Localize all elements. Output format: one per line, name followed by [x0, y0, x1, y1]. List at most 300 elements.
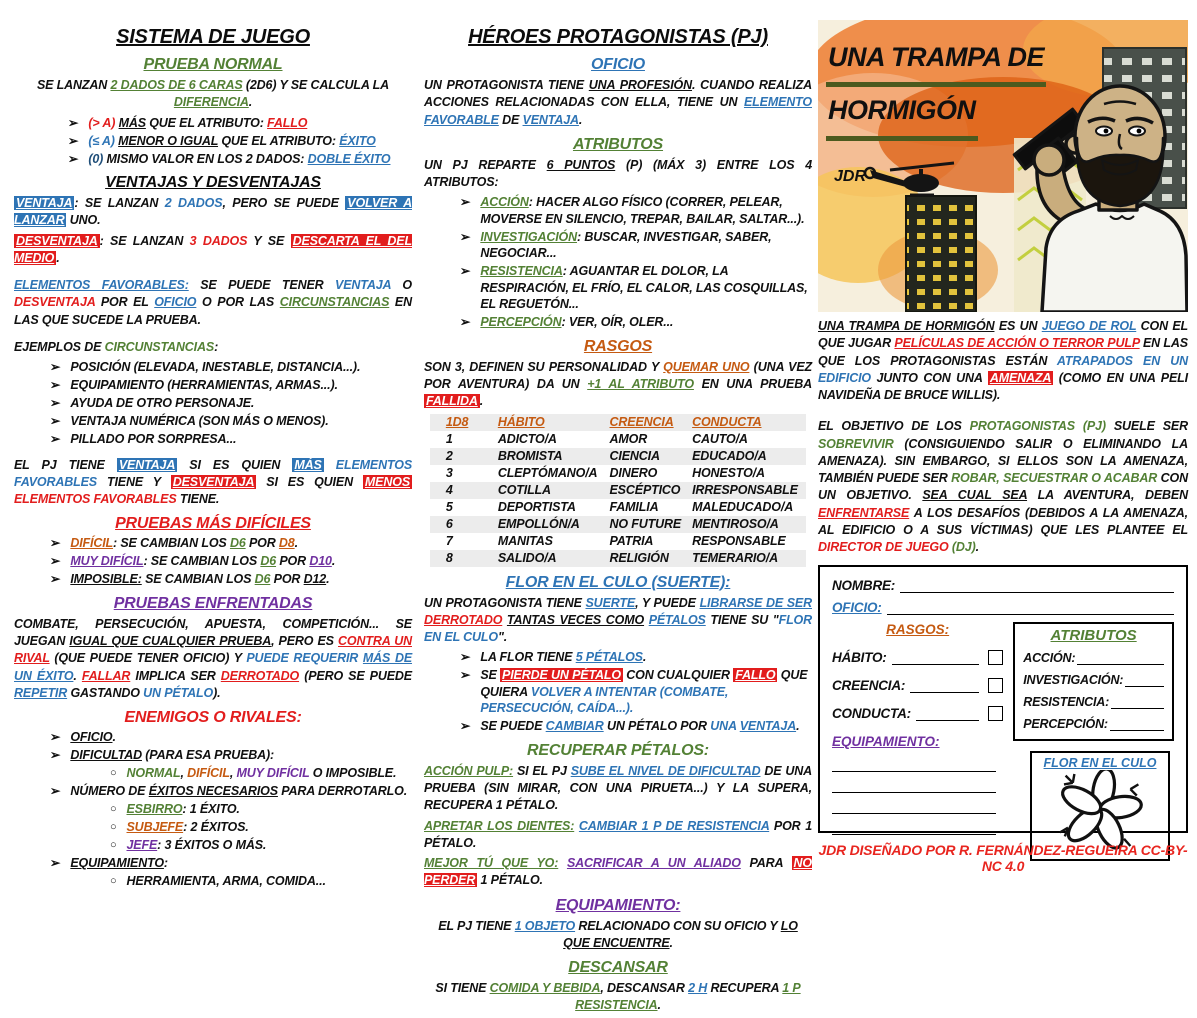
- text-segment: POSICIÓN (ELEVADA, INESTABLE, DISTANCIA...).: [70, 360, 361, 374]
- paragraph: [424, 77, 812, 129]
- text-segment: AMENAZA: [989, 370, 1052, 385]
- text-segment: RESISTENCIA: [480, 264, 563, 279]
- bullet-list-circunstancias: [14, 359, 412, 448]
- heading-recuperar-petalos: RECUPERAR PÉTALOS:: [527, 741, 709, 759]
- section-title-heroes: HÉROES PROTAGONISTAS (PJ): [468, 26, 768, 48]
- creencia-checkbox: [988, 678, 1003, 693]
- text-segment: FALLIDA: [426, 394, 478, 409]
- text-segment: :: [163, 856, 168, 870]
- text-segment: D8: [278, 536, 295, 551]
- text-segment: IMPOSIBLE:: [70, 572, 142, 587]
- text-segment: , DESCANSAR: [600, 981, 689, 995]
- text-segment: UN PÉTALO POR: [603, 719, 711, 734]
- game-title-line1: UNA TRAMPA DE: [826, 34, 1046, 87]
- column-heroes-protagonistas: [424, 26, 812, 1018]
- text-segment: (UNA VEZ POR AVENTURA) DA UN: [424, 359, 812, 391]
- table-cell: CIENCIA: [609, 449, 660, 463]
- text-segment: DIRECTOR DE JUEGO: [818, 540, 949, 554]
- text-segment: NO PERDER: [424, 856, 812, 888]
- section-title-sistema: SISTEMA DE JUEGO: [116, 26, 310, 48]
- text-segment: 1 PÉTALO.: [477, 873, 543, 888]
- text-segment: JUNTO CON UNA: [870, 370, 988, 385]
- heading-prueba-normal: PRUEBA NORMAL: [143, 56, 283, 73]
- heading-rasgos: RASGOS: [583, 337, 653, 355]
- text-segment: VENTAJA: [522, 112, 579, 127]
- text-segment: 1 P RESISTENCIA: [575, 981, 801, 1013]
- heading-pruebas-dificiles: PRUEBAS MÁS DIFÍCILES: [115, 515, 311, 533]
- list-item: [50, 377, 412, 394]
- list-item: [110, 873, 412, 890]
- text-segment: ROBAR, SECUESTRAR O ACABAR: [951, 471, 1158, 485]
- text-segment: (PERO SE PUEDE: [299, 668, 412, 683]
- column-header: CONDUCTA: [692, 415, 762, 429]
- sheet-right-column: [1013, 622, 1174, 861]
- text-segment: .: [248, 95, 253, 110]
- table-cell: CAUTO/A: [692, 432, 748, 446]
- heading-atributos: ATRIBUTOS: [572, 135, 664, 153]
- text-segment: ELEMENTOS FAVORABLES: [14, 492, 177, 506]
- text-segment: RECUPERA: [707, 981, 783, 995]
- text-segment: EL PJ TIENE: [438, 918, 515, 933]
- text-segment: UN PÉTALO: [143, 685, 214, 700]
- heading-enemigos: ENEMIGOS O RIVALES:: [124, 709, 302, 726]
- text-segment: .: [642, 650, 647, 665]
- circle-bullet-icon: ○: [110, 875, 117, 887]
- bullet-list-atributos: [424, 194, 812, 331]
- text-segment: .: [669, 935, 673, 950]
- text-segment: [558, 856, 567, 870]
- text-segment: QUE EL ATRIBUTO:: [218, 133, 340, 148]
- list-item: [68, 133, 412, 150]
- paragraph: [424, 918, 812, 953]
- list-item: [50, 431, 412, 448]
- list-item: [460, 314, 812, 331]
- text-segment: POR: [276, 554, 310, 569]
- nombre-label: NOMBRE:: [832, 578, 896, 594]
- text-segment: MÁS: [294, 457, 322, 472]
- table-row: [430, 465, 806, 482]
- table-cell: NO FUTURE: [609, 517, 682, 531]
- text-segment: ES UN: [994, 319, 1042, 333]
- text-segment: ACCIÓN PULP:: [424, 763, 514, 778]
- list-item: [460, 263, 812, 313]
- flor-label: FLOR EN EL CULO: [1043, 756, 1157, 771]
- heading-flor-en-el-culo: FLOR EN EL CULO (SUERTE):: [505, 573, 731, 591]
- text-segment: VENTAJA: [739, 719, 797, 734]
- percepcion-write-line: [1110, 720, 1164, 731]
- list-item: [50, 553, 412, 570]
- habito-label: HÁBITO:: [832, 650, 887, 666]
- table-cell: HONESTO/A: [692, 466, 765, 480]
- list-item: [110, 765, 412, 782]
- heading-equipamiento: EQUIPAMIENTO:: [555, 896, 681, 914]
- arrow-bullet-icon: ➢: [50, 432, 61, 446]
- text-segment: UNA TRAMPA DE HORMIGÓN: [818, 319, 995, 333]
- text-segment: CON EL QUE JUGAR: [818, 319, 1188, 351]
- text-segment: (PARA ESA PRUEBA):: [141, 748, 275, 762]
- text-segment: JUEGO DE ROL: [1041, 319, 1137, 333]
- arrow-bullet-icon: ➢: [50, 396, 61, 410]
- paragraph: [14, 339, 412, 356]
- text-segment: SI TIENE: [435, 981, 490, 995]
- percepcion-label: PERCEPCIÓN:: [1023, 717, 1108, 732]
- arrow-bullet-icon: ➢: [50, 360, 61, 374]
- text-segment: DE: [498, 112, 523, 127]
- text-segment: SACRIFICAR A UN ALIADO: [566, 856, 741, 870]
- text-segment: EL PJ TIENE: [14, 457, 117, 472]
- text-segment: 6 PUNTOS: [546, 157, 616, 172]
- text-segment: (2D6) Y SE CALCULA LA: [242, 78, 390, 92]
- arrow-bullet-icon: ➢: [50, 414, 61, 428]
- arrow-bullet-icon: ➢: [68, 115, 79, 130]
- text-segment: : 1 ÉXITO.: [182, 802, 240, 816]
- text-segment: . CUANDO REALIZA ACCIONES RELACIONADAS CON ELLA, TIENE UN: [424, 78, 812, 110]
- circle-bullet-icon: ○: [110, 803, 117, 815]
- text-segment: PARA: [740, 856, 792, 870]
- text-segment: UN PROTAGONISTA TIENE: [424, 78, 589, 92]
- text-segment: [324, 458, 336, 472]
- text-segment: PELÍCULAS DE ACCIÓN O TERROR PULP: [894, 336, 1140, 351]
- text-segment: (P) (MÁX 3) ENTRE LOS 4 ATRIBUTOS:: [424, 157, 812, 189]
- habito-row: [832, 650, 1003, 665]
- arrow-bullet-icon: ➢: [50, 554, 61, 569]
- text-segment: OFICIO: [70, 730, 113, 744]
- text-segment: VOLVER A LANZAR: [14, 196, 412, 228]
- paragraph: [424, 855, 812, 890]
- text-segment: CAMBIAR: [545, 719, 604, 734]
- text-segment: UNA: [710, 719, 740, 734]
- text-segment: DE UNA PRUEBA (SIN MIRAR, CON UNA PIRUETA...) Y LA SUPERA, RECUPERA 1 PÉTALO.: [424, 763, 812, 813]
- text-segment: CON CUALQUIER: [622, 668, 734, 683]
- bullet-list-prueba-normal: [14, 115, 412, 168]
- text-segment: : 2 ÉXITOS.: [183, 820, 249, 834]
- text-segment: DESVENTAJA: [14, 295, 96, 310]
- list-item: [50, 571, 412, 588]
- list-item: [460, 649, 812, 666]
- arrow-bullet-icon: ➢: [50, 572, 61, 587]
- habito-write-line: [892, 653, 980, 665]
- text-segment: DIFÍCIL: [187, 766, 230, 780]
- cover-art: [818, 20, 1188, 312]
- text-segment: EJEMPLOS DE: [14, 339, 105, 354]
- text-segment: DIFERENCIA: [173, 95, 249, 110]
- text-segment: .: [331, 554, 336, 569]
- text-segment: SUERTE: [585, 595, 636, 610]
- sheet-left-column: [832, 622, 1013, 861]
- text-segment: LIBRARSE DE SER: [699, 595, 812, 610]
- table-cell: SALIDO/A: [497, 551, 557, 565]
- text-segment: SUBE EL NIVEL DE DIFICULTAD: [570, 763, 761, 778]
- creencia-row: [832, 678, 1003, 693]
- table-cell: IRRESPONSABLE: [692, 483, 798, 497]
- table-cell: 4: [445, 483, 453, 497]
- text-segment: A LOS DESAFÍOS (DEBIDOS A LA AMENAZA, AL EDIFICIO O A SUS VÍCTIMAS) QUE LES PLANTEE EL: [818, 505, 1188, 537]
- bullet-list-flor: [424, 649, 812, 735]
- arrow-bullet-icon: ➢: [50, 378, 61, 392]
- creencia-write-line: [910, 681, 979, 693]
- table-cell: 5: [445, 500, 453, 514]
- text-segment: FALLO: [267, 115, 308, 130]
- text-segment: PILLADO POR SORPRESA...: [70, 432, 237, 446]
- list-item: [460, 229, 812, 262]
- table-cell: CLEPTÓMANO/A: [497, 466, 598, 480]
- list-item: [50, 783, 412, 800]
- text-segment: .: [796, 719, 800, 734]
- text-segment: 1 OBJETO: [514, 918, 576, 933]
- text-segment: UNA PROFESIÓN: [588, 78, 693, 92]
- text-segment: DESVENTAJA: [172, 474, 255, 489]
- list-item: [110, 801, 412, 818]
- arrow-bullet-icon: ➢: [50, 536, 61, 551]
- text-segment: MUY DIFÍCIL: [70, 554, 144, 569]
- text-segment: , PERO ES: [271, 634, 338, 648]
- arrow-bullet-icon: ➢: [68, 133, 79, 148]
- paragraph: [424, 595, 812, 647]
- table-cell: FAMILIA: [609, 500, 659, 514]
- text-segment: : 3 ÉXITOS O MÁS.: [157, 838, 267, 852]
- arrow-bullet-icon: ➢: [50, 748, 61, 762]
- resistencia-row: [1023, 695, 1164, 709]
- table-row: [430, 516, 806, 533]
- text-segment: :: [214, 339, 219, 354]
- text-segment: (≤ A): [88, 133, 119, 148]
- text-segment: : SE LANZAN: [99, 233, 190, 248]
- investigacion-label: INVESTIGACIÓN:: [1023, 673, 1124, 688]
- text-segment: EQUIPAMIENTO (HERRAMIENTAS, ARMAS...).: [70, 378, 338, 392]
- text-segment: CON UN OBJETIVO.: [818, 471, 1189, 503]
- heading-ventajas: VENTAJAS Y DESVENTAJAS: [105, 174, 321, 191]
- list-item: [50, 535, 412, 552]
- rasgos-label: RASGOS:: [886, 622, 950, 638]
- text-segment: MENOS: [364, 474, 411, 489]
- text-segment: FALLO: [735, 668, 776, 683]
- table-row: [430, 499, 806, 516]
- jdr-tag: JDR: [834, 168, 867, 185]
- list-item: [110, 837, 412, 854]
- text-segment: MENOR O IGUAL: [118, 133, 219, 148]
- text-segment: (> A): [88, 115, 119, 130]
- text-segment: MISMO VALOR EN LOS 2 DADOS:: [106, 151, 308, 166]
- text-segment: MÁS DE UN ÉXITO: [14, 651, 413, 683]
- text-segment: RELACIONADO CON SU OFICIO Y: [575, 918, 781, 933]
- oficio-label: OFICIO:: [832, 600, 882, 616]
- text-segment: 2 H: [688, 981, 708, 995]
- text-segment: SUELE SER: [1105, 419, 1188, 434]
- column-header: 1D8: [445, 415, 469, 429]
- arrow-bullet-icon: ➢: [50, 730, 61, 744]
- habito-checkbox: [988, 650, 1003, 665]
- credits-footer: JDR DISEÑADO POR R. FERNÁNDEZ-REGUEIRA CC-BY-NC 4.0: [818, 842, 1188, 875]
- text-segment: PÉTALOS: [648, 612, 706, 627]
- text-segment: TANTAS VECES COMO: [506, 612, 645, 627]
- table-cell: ADICTO/A: [497, 432, 557, 446]
- table-cell: 2: [445, 449, 453, 463]
- intro-paragraph-2: [818, 418, 1188, 556]
- text-segment: EN UNA PRUEBA: [693, 377, 813, 391]
- text-segment: NÚMERO DE: [70, 784, 149, 798]
- table-cell: EDUCADO/A: [692, 449, 767, 463]
- text-segment: SE PUEDE TENER: [188, 278, 336, 292]
- circle-bullet-icon: ○: [110, 767, 117, 779]
- table-cell: TEMERARIO/A: [692, 551, 778, 565]
- conducta-write-line: [916, 709, 979, 721]
- circle-bullet-icon: ○: [110, 839, 117, 851]
- text-segment: AYUDA DE OTRO PERSONAJE.: [70, 396, 255, 410]
- percepcion-row: [1023, 717, 1164, 731]
- text-segment: SI ES QUIEN: [256, 474, 363, 489]
- bullet-list-dificiles: [14, 535, 412, 588]
- text-segment: IMPLICA SER: [130, 668, 221, 683]
- text-segment: 2 DADOS: [164, 196, 223, 210]
- text-segment: PARA DERROTARLO.: [277, 784, 408, 798]
- text-segment: DIFICULTAD: [70, 748, 142, 762]
- game-title: [826, 34, 1046, 141]
- text-segment: VENTAJA NUMÉRICA (SON MÁS O MENOS).: [70, 414, 329, 428]
- text-segment: SI ES QUIEN: [177, 457, 293, 472]
- arrow-bullet-icon: ➢: [460, 650, 471, 665]
- text-segment: (0): [88, 151, 107, 166]
- circle-bullet-icon: ○: [110, 821, 117, 833]
- list-item: [50, 413, 412, 430]
- paragraph: [424, 359, 812, 411]
- table-cell: AMOR: [609, 432, 648, 446]
- text-segment: SE: [480, 668, 501, 683]
- table-row: [430, 448, 806, 465]
- list-item: [50, 359, 412, 376]
- text-segment: LO QUE ENCUENTRE: [563, 918, 798, 950]
- list-item: [460, 718, 812, 735]
- text-segment: UN PROTAGONISTA TIENE: [424, 595, 586, 610]
- table-row: [430, 533, 806, 550]
- table-cell: MENTIROSO/A: [692, 517, 779, 531]
- text-segment: DIFÍCIL: [70, 536, 114, 551]
- text-segment: SE CAMBIAN LOS: [141, 572, 255, 587]
- text-segment: APRETAR LOS DIENTES:: [424, 818, 575, 833]
- text-segment: PERCEPCIÓN: [480, 315, 562, 330]
- text-segment: : HACER ALGO FÍSICO (CORRER, PELEAR, MOVERSE EN SILENCIO, TREPAR, BAILAR, SALTAR...).: [480, 195, 805, 226]
- conducta-checkbox: [988, 706, 1003, 721]
- text-segment: D12: [303, 572, 327, 587]
- text-segment: TIENE SU ": [705, 612, 779, 627]
- resistencia-write-line: [1111, 698, 1164, 709]
- table-cell: COTILLA: [497, 483, 551, 497]
- text-segment: CIRCUNSTANCIAS: [104, 339, 215, 354]
- list-item: [50, 747, 412, 764]
- creencia-label: CREENCIA:: [832, 678, 906, 694]
- text-segment: ACCIÓN: [480, 195, 529, 210]
- table-row: [430, 482, 806, 499]
- list-item: [50, 855, 412, 872]
- conducta-row: [832, 706, 1003, 721]
- text-segment: MUY DIFÍCIL: [236, 766, 310, 780]
- text-segment: SI EL PJ: [513, 763, 571, 778]
- paragraph: [14, 616, 412, 702]
- text-segment: (QUE PUEDE TENER OFICIO) Y: [49, 651, 247, 666]
- text-segment: EN LAS QUE SUCEDE LA PRUEBA.: [14, 295, 412, 327]
- text-segment: SE LANZAN: [36, 78, 111, 92]
- text-segment: O POR LAS: [196, 295, 280, 310]
- text-segment: FLOR EN EL CULO: [424, 612, 812, 644]
- accion-write-line: [1077, 654, 1164, 665]
- write-line: [832, 814, 996, 835]
- text-segment: COMBATE, PERSECUCIÓN, APUESTA, COMPETICIÓN... SE JUEGAN: [14, 616, 412, 648]
- intro-paragraph-1: [818, 318, 1188, 404]
- character-sheet: [818, 565, 1188, 833]
- text-segment: ,: [229, 766, 237, 780]
- table-cell: ESCÉPTICO: [609, 483, 681, 497]
- list-item: [50, 395, 412, 412]
- text-segment: .: [73, 668, 82, 683]
- list-item: [460, 194, 812, 227]
- paragraph: [14, 277, 412, 329]
- text-segment: (COMO EN UNA PELI NAVIDEÑA DE BRUCE WILLIS).: [818, 370, 1188, 402]
- text-segment: PUEDE REQUERIR: [246, 651, 359, 666]
- text-segment: POR: [245, 536, 279, 551]
- paragraph: [424, 763, 812, 815]
- table-cell: BROMISTA: [497, 449, 563, 463]
- table-cell: PATRIA: [609, 534, 654, 548]
- text-segment: ".: [497, 630, 508, 644]
- text-segment: VOLVER A INTENTAR (COMBATE, PERSECUCIÓN, CAÍDA...).: [480, 684, 729, 716]
- sheet-columns: [832, 622, 1174, 861]
- table-cell: MALEDUCADO/A: [692, 500, 794, 514]
- atributos-box: [1013, 622, 1174, 741]
- conducta-label: CONDUCTA:: [832, 706, 911, 722]
- resistencia-label: RESISTENCIA:: [1023, 695, 1110, 710]
- heading-pruebas-enfrentadas: PRUEBAS ENFRENTADAS: [113, 594, 313, 612]
- list-item: [68, 115, 412, 132]
- arrow-bullet-icon: ➢: [68, 151, 79, 166]
- investigacion-row: [1023, 673, 1164, 687]
- text-segment: JEFE: [126, 838, 158, 852]
- table-cell: MANITAS: [497, 534, 553, 548]
- paragraph: [424, 818, 812, 853]
- nombre-write-line: [900, 579, 1174, 593]
- bullet-list-enemigos: [14, 729, 412, 890]
- text-segment: CIRCUNSTANCIAS: [279, 295, 390, 310]
- text-segment: SE PUEDE: [480, 719, 546, 734]
- text-segment: D6: [229, 536, 246, 551]
- text-segment: COMIDA Y BEBIDA: [489, 981, 601, 995]
- text-segment: ELEMENTO FAVORABLE: [424, 95, 812, 127]
- arrow-bullet-icon: ➢: [460, 315, 471, 330]
- table-cell: 6: [445, 517, 453, 531]
- text-segment: UNO.: [66, 213, 101, 228]
- oficio-write-line: [887, 601, 1174, 615]
- text-segment: DESCARTA EL DEL MEDIO: [14, 233, 412, 265]
- table-cell: 7: [445, 534, 453, 548]
- arrow-bullet-icon: ➢: [460, 668, 471, 683]
- text-segment: (DJ): [951, 540, 976, 554]
- table-row: [430, 550, 806, 567]
- text-segment: : SE LANZAN: [74, 196, 165, 210]
- table-cell: DEPORTISTA: [497, 500, 576, 514]
- oficio-row: [832, 600, 1174, 615]
- text-segment: .: [975, 540, 979, 554]
- paragraph: [424, 980, 812, 1015]
- text-segment: D10: [309, 554, 332, 569]
- table-cell: RELIGIÓN: [609, 551, 669, 565]
- text-segment: QUE QUIERA: [480, 668, 808, 699]
- table-header-row: [430, 414, 806, 431]
- text-segment: ELEMENTOS FAVORABLES: [14, 457, 413, 489]
- text-segment: SOBREVIVIR: [818, 436, 894, 451]
- text-segment: ).: [213, 685, 221, 700]
- paragraph: [14, 77, 412, 112]
- text-segment: : SE CAMBIAN LOS: [143, 554, 261, 569]
- text-segment: SUBJEFE: [126, 820, 184, 834]
- table-row: [430, 431, 806, 448]
